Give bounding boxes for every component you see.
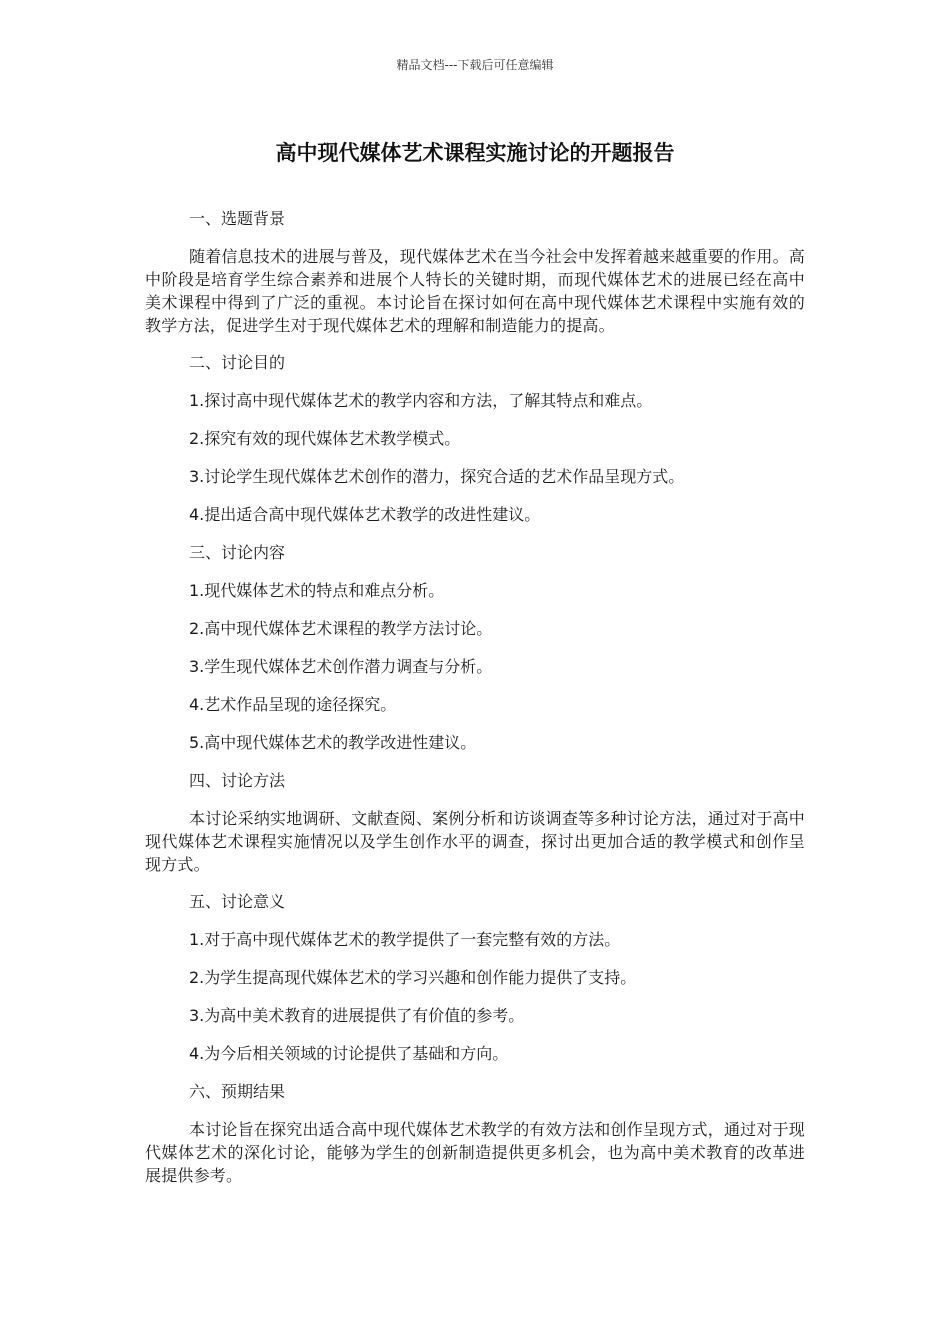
section-purpose xyxy=(145,351,805,526)
page-header: 精品文档---下载后可任意编辑 xyxy=(396,58,554,72)
section-background xyxy=(145,207,805,337)
list-item: 3.学生现代媒体艺术创作潜力调查与分析。 xyxy=(189,657,493,676)
list-item: 1.对于高中现代媒体艺术的教学提供了一套完整有效的方法。 xyxy=(189,930,621,949)
section-expected-results xyxy=(145,1080,805,1187)
section-method xyxy=(145,769,805,876)
section-content xyxy=(145,541,805,754)
document-title: 高中现代媒体艺术课程实施讨论的开题报告 xyxy=(275,141,675,165)
section-heading: 五、讨论意义 xyxy=(189,892,286,911)
section-paragraph: 随着信息技术的进展与普及，现代媒体艺术在当今社会中发挥着越来越重要的作用。高中阶段是培育学生综合素养和进展个人特长的关键时期，而现代媒体艺术的进展已经在高中美术课程中得到了广泛的重视。本讨论旨在探讨如何在高中现代媒体艺术课程中实施有效的教学方法，促进学生对于现代媒体艺术的理解和制造能力的提高。 xyxy=(145,247,805,335)
section-heading: 一、选题背景 xyxy=(189,209,286,228)
list-item: 2.为学生提高现代媒体艺术的学习兴趣和创作能力提供了支持。 xyxy=(189,968,637,987)
list-item: 3.为高中美术教育的进展提供了有价值的参考。 xyxy=(189,1006,525,1025)
list-item: 5.高中现代媒体艺术的教学改进性建议。 xyxy=(189,733,477,752)
list-item: 1.现代媒体艺术的特点和难点分析。 xyxy=(189,581,445,600)
section-heading: 三、讨论内容 xyxy=(189,543,286,562)
section-heading: 六、预期结果 xyxy=(189,1082,286,1101)
section-significance xyxy=(145,890,805,1065)
section-paragraph: 本讨论采纳实地调研、文献查阅、案例分析和访谈调查等多种讨论方法，通过对于高中现代媒体艺术课程实施情况以及学生创作水平的调查，探讨出更加合适的教学模式和创作呈现方式。 xyxy=(145,809,805,874)
list-item: 1.探讨高中现代媒体艺术的教学内容和方法，了解其特点和难点。 xyxy=(189,391,653,410)
list-item: 3.讨论学生现代媒体艺术创作的潜力，探究合适的艺术作品呈现方式。 xyxy=(189,467,685,486)
list-item: 4.为今后相关领域的讨论提供了基础和方向。 xyxy=(189,1044,509,1063)
list-item: 2.探究有效的现代媒体艺术教学模式。 xyxy=(189,429,461,448)
section-paragraph: 本讨论旨在探究出适合高中现代媒体艺术教学的有效方法和创作呈现方式，通过对于现代媒体艺术的深化讨论，能够为学生的创新制造提供更多机会，也为高中美术教育的改革进展提供参考。 xyxy=(145,1120,805,1185)
list-item: 4.提出适合高中现代媒体艺术教学的改进性建议。 xyxy=(189,505,541,524)
document-body xyxy=(145,207,805,1201)
list-item: 2.高中现代媒体艺术课程的教学方法讨论。 xyxy=(189,619,493,638)
section-heading: 四、讨论方法 xyxy=(189,771,286,790)
section-heading: 二、讨论目的 xyxy=(189,353,286,372)
list-item: 4.艺术作品呈现的途径探究。 xyxy=(189,695,397,714)
